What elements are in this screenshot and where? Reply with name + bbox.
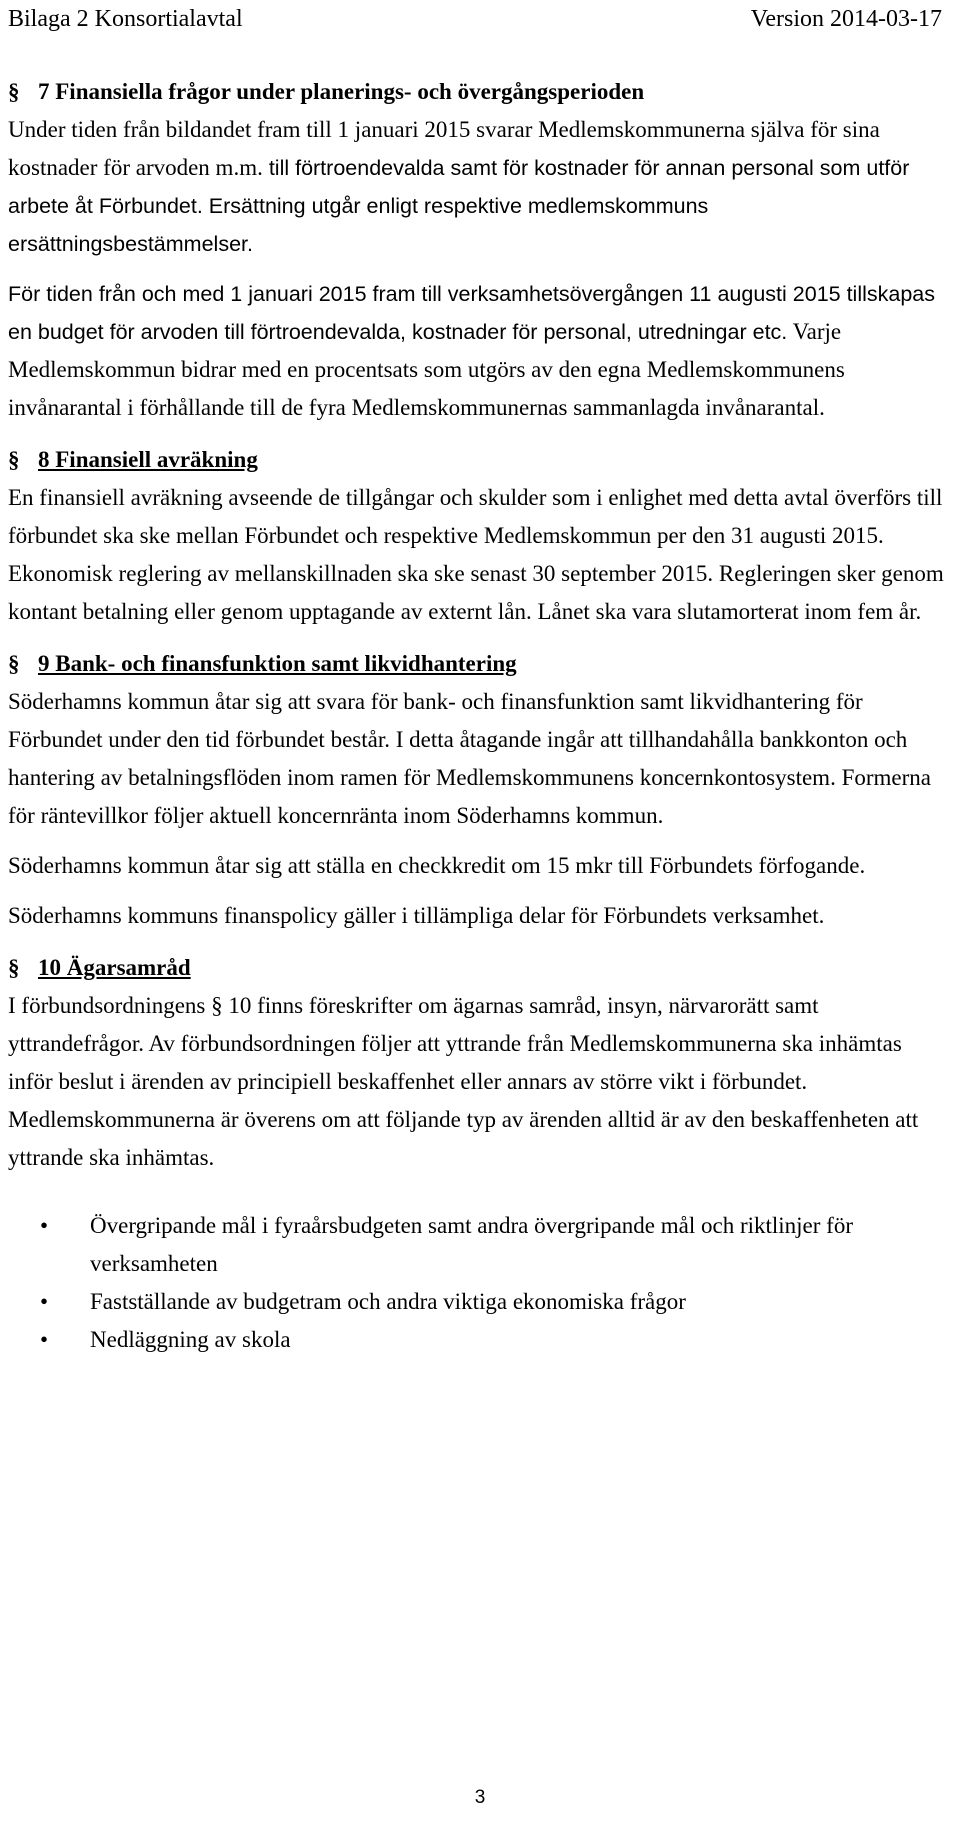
section-9-paragraph-3: Söderhamns kommuns finanspolicy gäller i tillämpliga delar för Förbundets verksamhet. [8, 903, 825, 928]
section-7-paragraph-2-sans: För tiden från och med 1 januari 2015 fram till verksamhetsövergången 11 augusti 2015 tillskapas en budget för arvoden till förtroendevalda, kostnader för personal, utredningar etc. [8, 282, 936, 344]
section-7-heading [8, 73, 952, 111]
section-7-paragraph-1-sans: till förtroendevalda samt för kostnader för annan personal som utför arbete åt Förbundet. Ersättning utgår enligt respektive medlemskommuns ersättningsbestämmelser. [8, 156, 910, 256]
list-item-text: Fastställande av budgetram och andra viktiga ekonomiska frågor [90, 1289, 686, 1314]
list-item [8, 1207, 952, 1283]
header-title: Bilaga 2 Konsortialavtal [8, 6, 243, 32]
section-7-paragraph-2-serif: Varje Medlemskommun bidrar med en procentsats som utgörs av den egna Medlemskommunens invånarantal i förhållande till de fyra Medlemskommunernas sammanlagda invånarantal. [8, 319, 845, 420]
section-8-title: 8 Finansiell avräkning [38, 447, 258, 472]
list-item [8, 1321, 952, 1359]
section-7-paragraph-2 [8, 275, 952, 427]
page-number: 3 [474, 1787, 486, 1808]
bullet-icon: • [40, 1327, 49, 1352]
page-header [8, 2, 942, 36]
list-item [8, 1283, 952, 1321]
section-7-paragraph-1-serif: Under tiden från bildandet fram till 1 januari 2015 svarar Medlemskommunerna själva för sina kostnader för arvoden m.m. [8, 117, 880, 180]
section-sign: § [8, 651, 20, 676]
section-9-heading [8, 645, 952, 683]
section-9-paragraph-2: Söderhamns kommun åtar sig att ställa en checkkredit om 15 mkr till Förbundets förfogande. [8, 853, 866, 878]
section-9-paragraph-1: Söderhamns kommun åtar sig att svara för bank- och finansfunktion samt likvidhantering för Förbundet under den tid förbundet består. I detta åtagande ingår att tillhandahålla bankkonton och hantering av betalningsflöden inom ramen för Medlemskommunens koncernkontosystem. Formerna för räntevillkor följer aktuell koncernränta inom Söderhamns kommun. [8, 689, 931, 828]
list-item-text: Nedläggning av skola [90, 1327, 291, 1352]
section-10-paragraph-2: Medlemskommunerna är överens om att följande typ av ärenden alltid är av den beskaffenheten att yttrande ska inhämtas. [8, 1107, 919, 1170]
section-sign: § [8, 79, 20, 104]
section-8-paragraph-1: En finansiell avräkning avseende de tillgångar och skulder som i enlighet med detta avtal överförs till förbundet ska ske mellan Förbundet och respektive Medlemskommun per den 31 augusti 2015. Ekonomisk reglering av mellanskillnaden ska ske senast 30 september 2015. Regleringen sker genom kontant betalning eller genom upptagande av externt lån. Lånet ska vara slutamorterat inom fem år. [8, 485, 944, 624]
header-version: Version 2014-03-17 [750, 6, 942, 32]
section-sign: § [8, 447, 20, 472]
section-7-title: 7 Finansiella frågor under planerings- och övergångsperioden [38, 79, 645, 104]
section-9-title: 9 Bank- och finansfunktion samt likvidhantering [38, 651, 517, 676]
bullet-icon: • [40, 1289, 49, 1314]
section-7-paragraph-1 [8, 111, 952, 263]
section-sign: § [8, 955, 20, 980]
document-body [8, 73, 952, 1359]
section-10-paragraph-1: I förbundsordningens § 10 finns föreskrifter om ägarnas samråd, insyn, närvarorätt samt yttrandefrågor. Av förbundsordningen följer att yttrande från Medlemskommunerna ska inhämtas inför beslut i ärenden av principiell beskaffenhet eller annars av större vikt i förbundet. [8, 993, 902, 1094]
section-10-title: 10 Ägarsamråd [38, 955, 191, 980]
bullet-list [8, 1207, 952, 1359]
list-item-text: Övergripande mål i fyraårsbudgeten samt andra övergripande mål och riktlinjer för verksamheten [90, 1213, 853, 1276]
section-8-heading [8, 441, 952, 479]
bullet-icon: • [40, 1213, 49, 1238]
section-10-heading [8, 949, 952, 987]
